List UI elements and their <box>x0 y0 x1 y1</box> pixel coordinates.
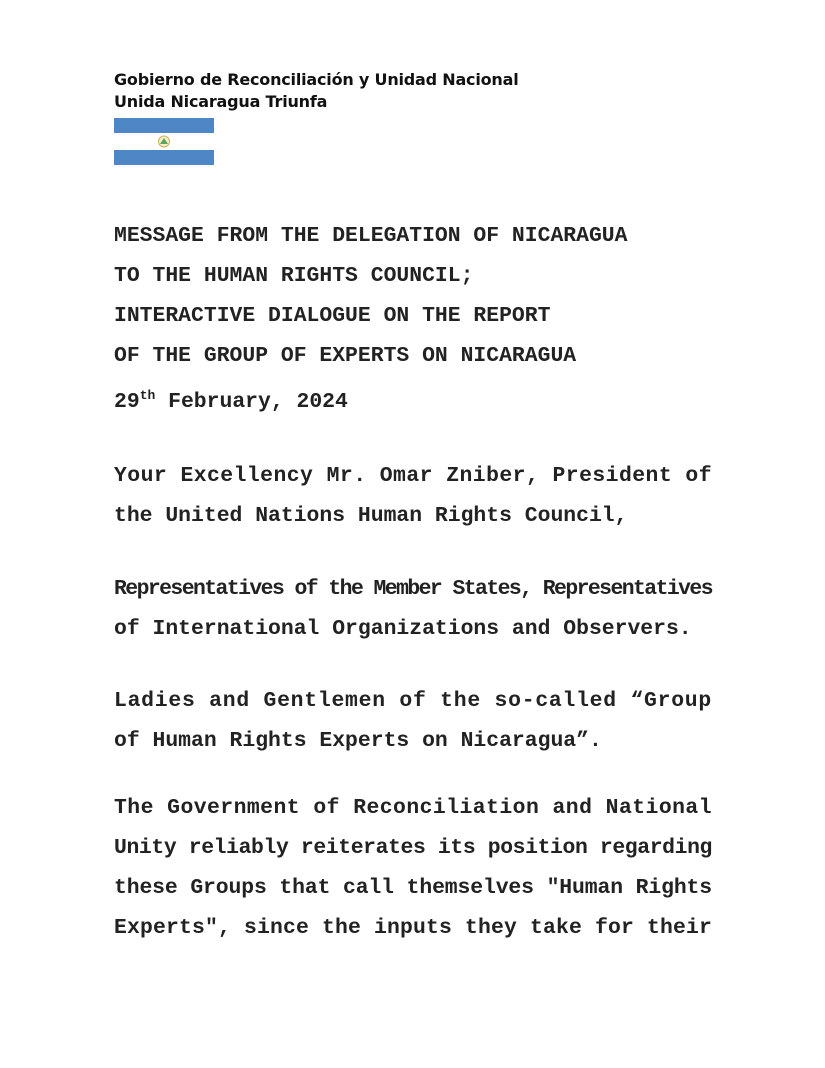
title-line: TO THE HUMAN RIGHTS COUNCIL; <box>114 264 474 288</box>
date-suffix: th <box>139 388 156 403</box>
date-rest: February, 2024 <box>155 390 348 415</box>
paragraph-line: Your Excellency Mr. Omar Zniber, President of <box>114 464 712 488</box>
title-line: MESSAGE FROM THE DELEGATION OF NICARAGUA <box>114 224 628 248</box>
letterhead-line-2: Unida Nicaragua Triunfa <box>114 92 328 111</box>
coat-of-arms-icon <box>157 135 171 148</box>
paragraph-line: of International Organizations and Observers. <box>114 617 692 641</box>
paragraph-line: these Groups that call themselves "Human Rights <box>114 876 712 900</box>
paragraph-line: the United Nations Human Rights Council, <box>114 504 628 528</box>
letterhead-line-1: Gobierno de Reconciliación y Unidad Nacional <box>114 70 519 89</box>
paragraph-line: Experts", since the inputs they take for their <box>114 916 712 940</box>
title-date <box>114 384 348 414</box>
paragraph-line: of Human Rights Experts on Nicaragua”. <box>114 729 602 753</box>
title-line: INTERACTIVE DIALOGUE ON THE REPORT <box>114 304 551 328</box>
paragraph-line: Ladies and Gentlemen of the so-called “Group <box>114 689 712 713</box>
nicaragua-flag <box>114 118 214 165</box>
title-line: OF THE GROUP OF EXPERTS ON NICARAGUA <box>114 344 577 368</box>
date-day: 29 <box>114 390 140 415</box>
paragraph-line: Unity reliably reiterates its position regarding <box>114 836 712 860</box>
paragraph-line: Representatives of the Member States, Representatives <box>114 577 712 601</box>
paragraph-line: The Government of Reconciliation and National <box>114 796 712 820</box>
